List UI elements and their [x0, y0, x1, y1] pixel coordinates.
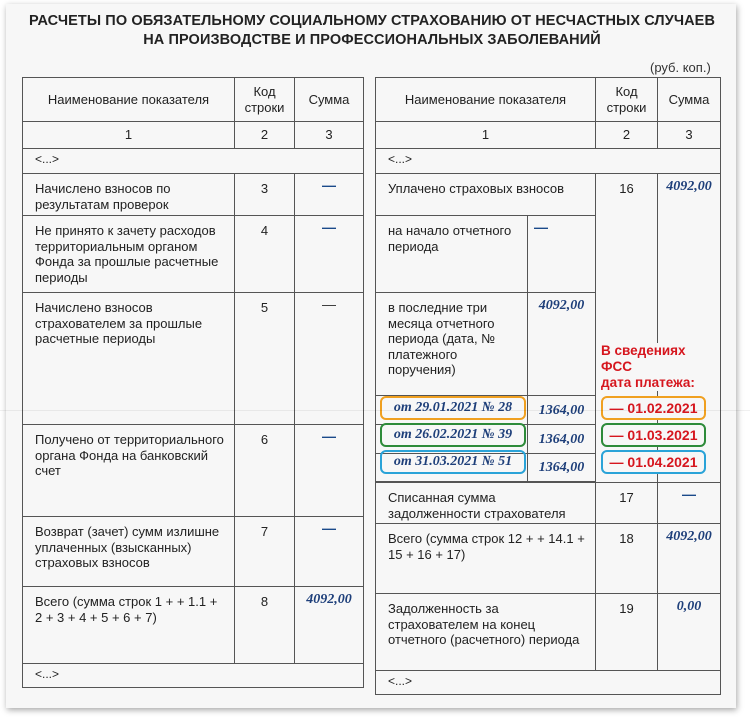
row-name: Всего (сумма строк 12 + + 14.1 + 15 + 16 + 17) [376, 524, 596, 594]
row-code: 4 [235, 216, 295, 293]
row-sum: — [534, 219, 548, 235]
row-sum: 4092,00 [666, 529, 712, 544]
table-row [376, 594, 721, 671]
currency-unit: (руб. коп.) [650, 60, 711, 75]
fss-note [601, 343, 695, 391]
row-code: 16 [596, 174, 658, 483]
row-sum: — [322, 177, 336, 193]
row-name: Возврат (зачет) сумм излишне уплаченных (взысканных) страховых взносов [23, 517, 235, 587]
header-sum: Сумма [295, 78, 364, 122]
col-number: 2 [596, 122, 658, 149]
ellipsis-row: <...> [23, 664, 364, 688]
header-sum: Сумма [658, 78, 721, 122]
col-number: 1 [23, 122, 235, 149]
header-code: Код строки [235, 78, 295, 122]
payment-order-box [380, 396, 526, 420]
table-row [23, 587, 364, 664]
fss-note-line: В сведениях [601, 343, 686, 358]
ellipsis-row: <...> [376, 671, 721, 695]
row-sum: 4092,00 [538, 298, 585, 313]
row-sum: — [322, 219, 336, 235]
fss-note-line: дата платежа: [601, 375, 695, 390]
fss-date-box [601, 423, 706, 447]
header-code: Код строки [596, 78, 658, 122]
row-sum: — [322, 428, 336, 444]
fss-date: — 01.04.2021 [609, 454, 698, 470]
payment-amount: 1364,00 [538, 402, 585, 418]
row-sum: 4092,00 [306, 592, 352, 607]
row-name: в последние три месяца отчетного периода (дата, № платежного поручения) [376, 293, 528, 396]
row-code: 17 [596, 483, 658, 524]
table-row [23, 216, 364, 293]
ellipsis-row: <...> [23, 149, 364, 174]
payment-order: от 31.03.2021 № 51 [393, 454, 513, 469]
row-sum: — [682, 486, 696, 502]
ellipsis-row: <...> [376, 149, 721, 174]
row-code: 8 [235, 587, 295, 664]
paper-fold [0, 410, 750, 411]
row-sum: 0,00 [676, 599, 702, 614]
row-sum: 4092,00 [666, 179, 712, 194]
header-name: Наименование показателя [23, 78, 235, 122]
payment-order: от 29.01.2021 № 28 [393, 400, 513, 415]
payment-amount: 1364,00 [538, 431, 585, 447]
row-name: Задолженность за страхователем на конец отчетного (расчетного) периода [376, 594, 596, 671]
row-code: 19 [596, 594, 658, 671]
row-code: 6 [235, 425, 295, 517]
header-name: Наименование показателя [376, 78, 596, 122]
payment-order: от 26.02.2021 № 39 [393, 427, 513, 442]
table-row [376, 174, 721, 216]
fss-date-box [601, 450, 706, 474]
col-number: 3 [295, 122, 364, 149]
payment-order-box [380, 450, 526, 474]
col-number: 2 [235, 122, 295, 149]
row-code: 7 [235, 517, 295, 587]
page-title [0, 12, 744, 50]
row-name: Уплачено страховых взносов [376, 174, 596, 216]
col-number: 1 [376, 122, 596, 149]
fss-date-box [601, 396, 706, 420]
table-row [23, 174, 364, 216]
table-row [23, 517, 364, 587]
row-code: 18 [596, 524, 658, 594]
row-name: Начислено взносов страхователем за прошлые расчетные периоды [23, 293, 235, 425]
fss-date: — 01.02.2021 [609, 400, 698, 416]
fss-date: — 01.03.2021 [609, 427, 698, 443]
row-name: Начислено взносов по результатам проверок [23, 174, 235, 216]
row-name: на начало отчетного периода [376, 216, 528, 293]
row-name: Всего (сумма строк 1 + + 1.1 + 2 + 3 + 4 + 5 + 6 + 7) [23, 587, 235, 664]
payment-order-box [380, 423, 526, 447]
row-sum: — [322, 520, 336, 536]
row-name: Списанная сумма задолженности страхователя [376, 483, 596, 524]
row-name: Получено от территориального органа Фонда на банковский счет [23, 425, 235, 517]
row-code: 5 [235, 293, 295, 425]
table-row [376, 483, 721, 524]
title-line-1: РАСЧЕТЫ ПО ОБЯЗАТЕЛЬНОМУ СОЦИАЛЬНОМУ СТРАХОВАНИЮ ОТ НЕСЧАСТНЫХ СЛУЧАЕВ [28, 13, 716, 29]
table-row [23, 425, 364, 517]
table-row [23, 293, 364, 425]
col-number: 3 [658, 122, 721, 149]
title-line-2: НА ПРОИЗВОДСТВЕ И ПРОФЕССИОНАЛЬНЫХ ЗАБОЛЕВАНИЙ [143, 32, 601, 48]
fss-note-line: ФСС [601, 359, 633, 374]
row-name: Не принято к зачету расходов территориальным органом Фонда за прошлые расчетные периоды [23, 216, 235, 293]
table-row [376, 524, 721, 594]
payment-amount: 1364,00 [538, 460, 585, 476]
row-sum: — [322, 296, 336, 312]
row-code: 3 [235, 174, 295, 216]
left-table [22, 77, 364, 688]
